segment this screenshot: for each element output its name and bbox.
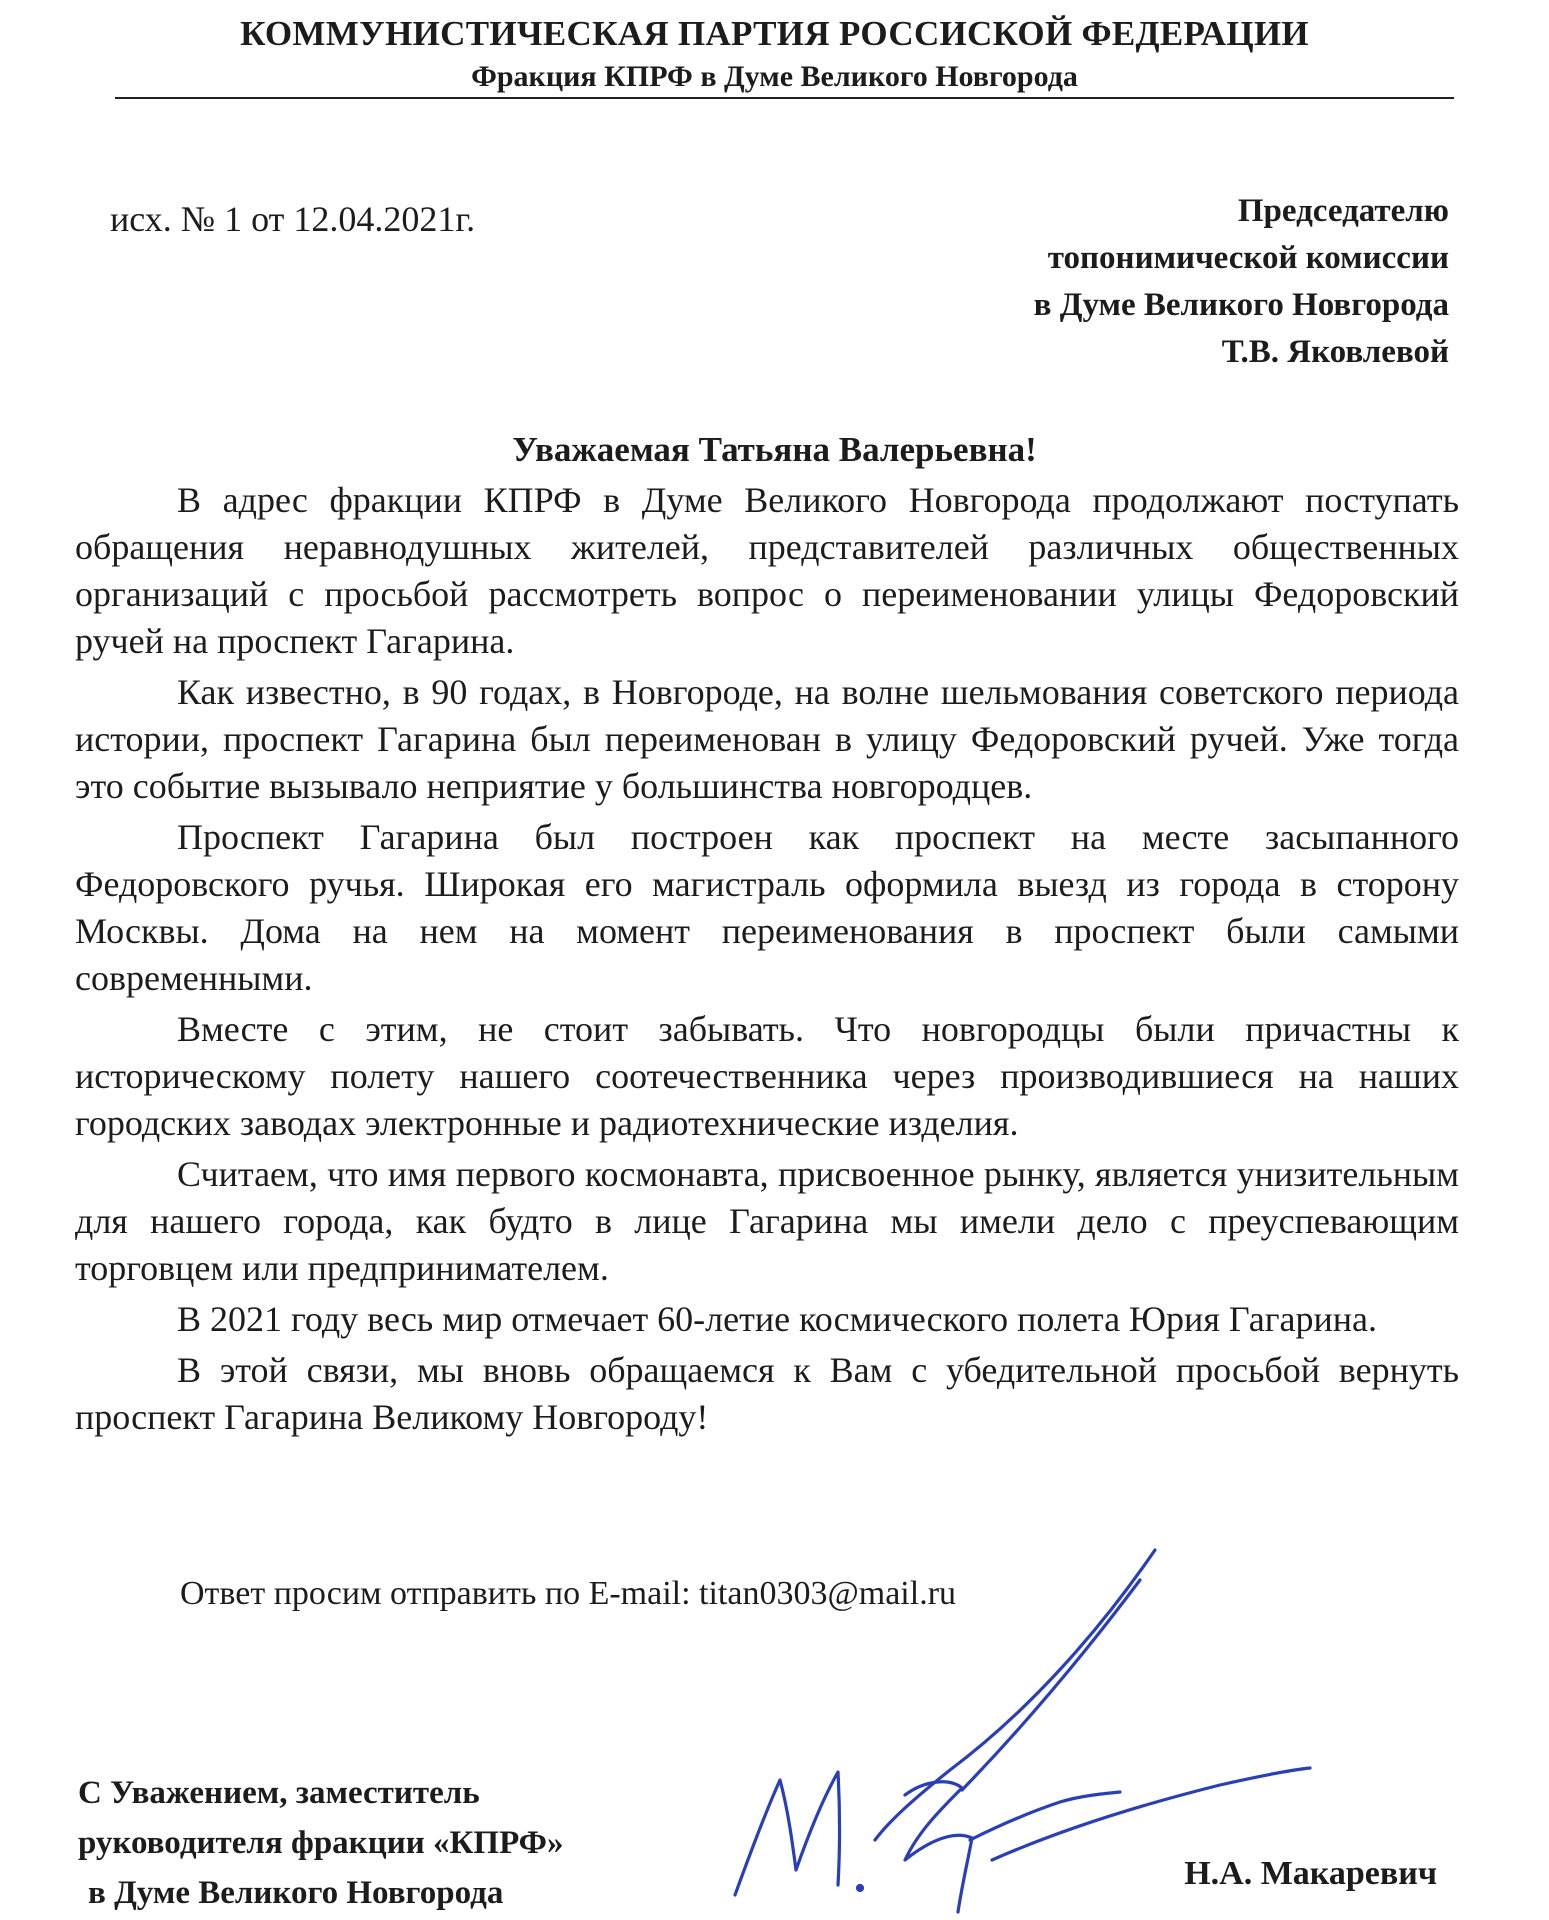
- closing-line: руководителя фракции «КПРФ»: [78, 1825, 564, 1861]
- letter-body: [75, 477, 1459, 1445]
- body-paragraph: В этой связи, мы вновь обращаемся к Вам с убедительной просьбой вернуть проспект Гагарина Великому Новгороду!: [75, 1350, 1459, 1437]
- addressee-line: Председателю: [1237, 193, 1449, 229]
- letterhead-faction: Фракция КПРФ в Думе Великого Новгорода: [471, 60, 1078, 93]
- header-divider: [115, 97, 1454, 99]
- signer-name: Н.А. Макаревич: [1184, 1855, 1437, 1892]
- addressee-line: в Думе Великого Новгорода: [1033, 287, 1449, 323]
- handwritten-signature: [700, 1540, 1320, 1920]
- addressee-block: [1034, 188, 1449, 376]
- addressee-line: Т.В. Яковлевой: [1221, 334, 1449, 370]
- reply-email-note: Ответ просим отправить по E-mail: titan0303@mail.ru: [180, 1575, 957, 1612]
- body-paragraph: Как известно, в 90 годах, в Новгороде, на волне шельмования советского периода истории, проспект Гагарина был переименован в улицу Федоровский ручей. Уже тогда это событие вызывало неприятие у большинства новгородцев.: [75, 672, 1459, 806]
- closing-line: в Думе Великого Новгорода: [88, 1875, 504, 1911]
- body-paragraph: В адрес фракции КПРФ в Думе Великого Новгорода продолжают поступать обращения неравнодушных жителей, представителей различных общественных организаций с просьбой рассмотреть вопрос о переименовании улицы Федоровский ручей на проспект Гагарина.: [75, 480, 1459, 661]
- salutation: Уважаемая Татьяна Валерьевна!: [512, 430, 1037, 469]
- body-paragraph: Считаем, что имя первого космонавта, присвоенное рынку, является унизительным для нашего города, как будто в лице Гагарина мы имели дело с преуспевающим торговцем или предпринимателем.: [75, 1154, 1459, 1288]
- body-paragraph: Вместе с этим, не стоит забывать. Что новгородцы были причастны к историческому полету нашего соотечественника через производившиеся на наших городских заводах электронные и радиотехнические изделия.: [75, 1009, 1459, 1143]
- closing-block: [78, 1768, 564, 1918]
- letterhead-party: КОММУНИСТИЧЕСКАЯ ПАРТИЯ РОССИСКОЙ ФЕДЕРАЦИИ: [240, 14, 1309, 53]
- body-paragraph: Проспект Гагарина был построен как проспект на месте засыпанного Федоровского ручья. Широкая его магистраль оформила выезд из города в сторону Москвы. Дома на нем на момент переименования в проспект были самыми современными.: [75, 817, 1459, 998]
- outgoing-reference: исх. № 1 от 12.04.2021г.: [110, 199, 476, 239]
- addressee-line: топонимической комиссии: [1047, 240, 1449, 276]
- closing-line: С Уважением, заместитель: [78, 1775, 480, 1811]
- body-paragraph: В 2021 году весь мир отмечает 60-летие космического полета Юрия Гагарина.: [177, 1299, 1378, 1339]
